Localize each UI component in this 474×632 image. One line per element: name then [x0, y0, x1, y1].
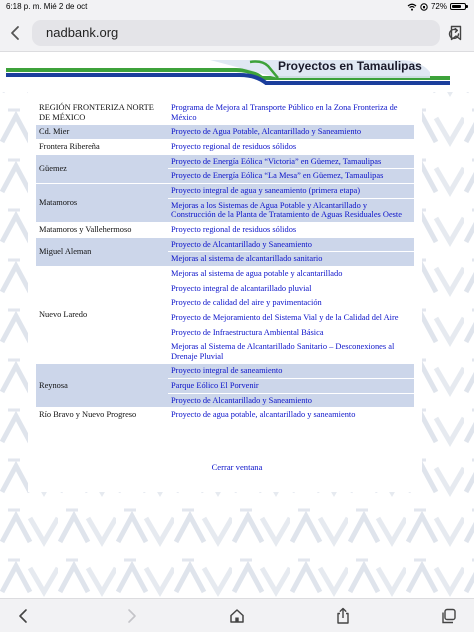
region-cell: Miguel Aleman: [36, 238, 168, 266]
orientation-lock-icon: [420, 3, 428, 11]
bookmark-icon[interactable]: [448, 25, 464, 41]
url-text: nadbank.org: [46, 25, 119, 40]
project-link[interactable]: Proyecto de Mejoramiento del Sistema Vial y de la Calidad del Aire: [171, 312, 399, 322]
region-cell: Güemez: [36, 155, 168, 183]
table-row: [36, 238, 414, 252]
project-link[interactable]: Proyecto integral de alcantarillado pluvial: [171, 283, 312, 293]
project-link[interactable]: Mejoras al sistema de agua potable y alcantarillado: [171, 268, 343, 278]
project-link[interactable]: Parque Eólico El Porvenir: [168, 379, 414, 393]
region-cell: Matamoros: [36, 184, 168, 222]
web-page: [0, 52, 474, 598]
region-cell: Río Bravo y Nuevo Progreso: [39, 410, 137, 420]
share-icon[interactable]: [334, 607, 352, 625]
browser-toolbar: [0, 14, 474, 52]
status-time: 6:18 p. m. Mié 2 de oct: [6, 2, 88, 11]
region-cell: Cd. Mier: [36, 125, 168, 139]
wifi-icon: [407, 3, 417, 11]
projects-table-container: [36, 100, 414, 423]
project-link[interactable]: Proyecto de Energía Eólica “Victoria” en Güemez, Tamaulipas: [168, 155, 414, 169]
region-cell: Reynosa: [36, 364, 168, 407]
project-link[interactable]: Proyecto de Alcantarillado y Saneamiento: [168, 394, 414, 408]
page-title: Proyectos en Tamaulipas: [278, 59, 422, 73]
project-link[interactable]: Mejoras a los Sistemas de Agua Potable y Alcantarillado y Construcción de la Planta de Tratamiento de Aguas Residuales Oeste: [168, 199, 414, 222]
arrow-right-icon[interactable]: [122, 607, 140, 625]
region-header: REGIÓN FRONTERIZA NORTE DE MÉXICO: [39, 103, 154, 122]
table-row: [36, 155, 414, 169]
project-link[interactable]: Proyecto de agua potable, alcantarillado y saneamiento: [171, 410, 356, 420]
region-cell: Matamoros y Vallehermoso: [39, 224, 132, 234]
status-indicators: [407, 2, 466, 11]
project-link[interactable]: Proyecto integral de saneamiento: [168, 364, 414, 378]
status-bar: [0, 0, 474, 14]
project-link[interactable]: Proyecto de Alcantarillado y Saneamiento: [168, 238, 414, 252]
project-link[interactable]: Programa de Mejora al Transporte Público en la Zona Fronteriza de México: [171, 103, 398, 122]
table-header-row: [36, 101, 414, 124]
address-bar[interactable]: [32, 20, 440, 46]
project-link[interactable]: Mejoras al sistema de alcantarillado sanitario: [168, 252, 414, 266]
project-link[interactable]: Proyecto de Agua Potable, Alcantarillado y Saneamiento: [168, 125, 414, 139]
project-link[interactable]: Proyecto de Energía Eólica “La Mesa” en Güemez, Tamaulipas: [168, 169, 414, 183]
region-cell: Frontera Ribereña: [39, 141, 100, 151]
chevron-left-icon[interactable]: [4, 21, 28, 45]
project-link[interactable]: Mejoras al Sistema de Alcantarillado Sanitario – Desconexiones al Drenaje Pluvial: [171, 342, 395, 361]
project-link[interactable]: Proyecto de calidad del aire y pavimentación: [171, 298, 322, 308]
region-cell: Nuevo Laredo: [39, 310, 88, 320]
table-row: [36, 408, 414, 422]
browser-bottom-bar: [0, 598, 474, 632]
table-row: [36, 267, 414, 281]
project-link[interactable]: Proyecto regional de residuos sólidos: [171, 141, 297, 151]
tabs-icon[interactable]: [440, 607, 458, 625]
table-row: [36, 223, 414, 237]
table-row: [36, 364, 414, 378]
battery-percent: 72%: [430, 2, 447, 11]
project-link[interactable]: Proyecto integral de agua y saneamiento (primera etapa): [168, 184, 414, 198]
projects-table: [36, 100, 414, 423]
battery-icon: [450, 3, 466, 10]
project-link[interactable]: Proyecto regional de residuos sólidos: [171, 224, 297, 234]
home-icon[interactable]: [228, 607, 246, 625]
table-row: [36, 184, 414, 198]
table-row: [36, 125, 414, 139]
project-link[interactable]: Proyecto de Infraestructura Ambiental Básica: [171, 327, 324, 337]
table-row: [36, 140, 414, 154]
close-window-link[interactable]: Cerrar ventana: [211, 462, 263, 472]
arrow-left-icon[interactable]: [15, 607, 33, 625]
